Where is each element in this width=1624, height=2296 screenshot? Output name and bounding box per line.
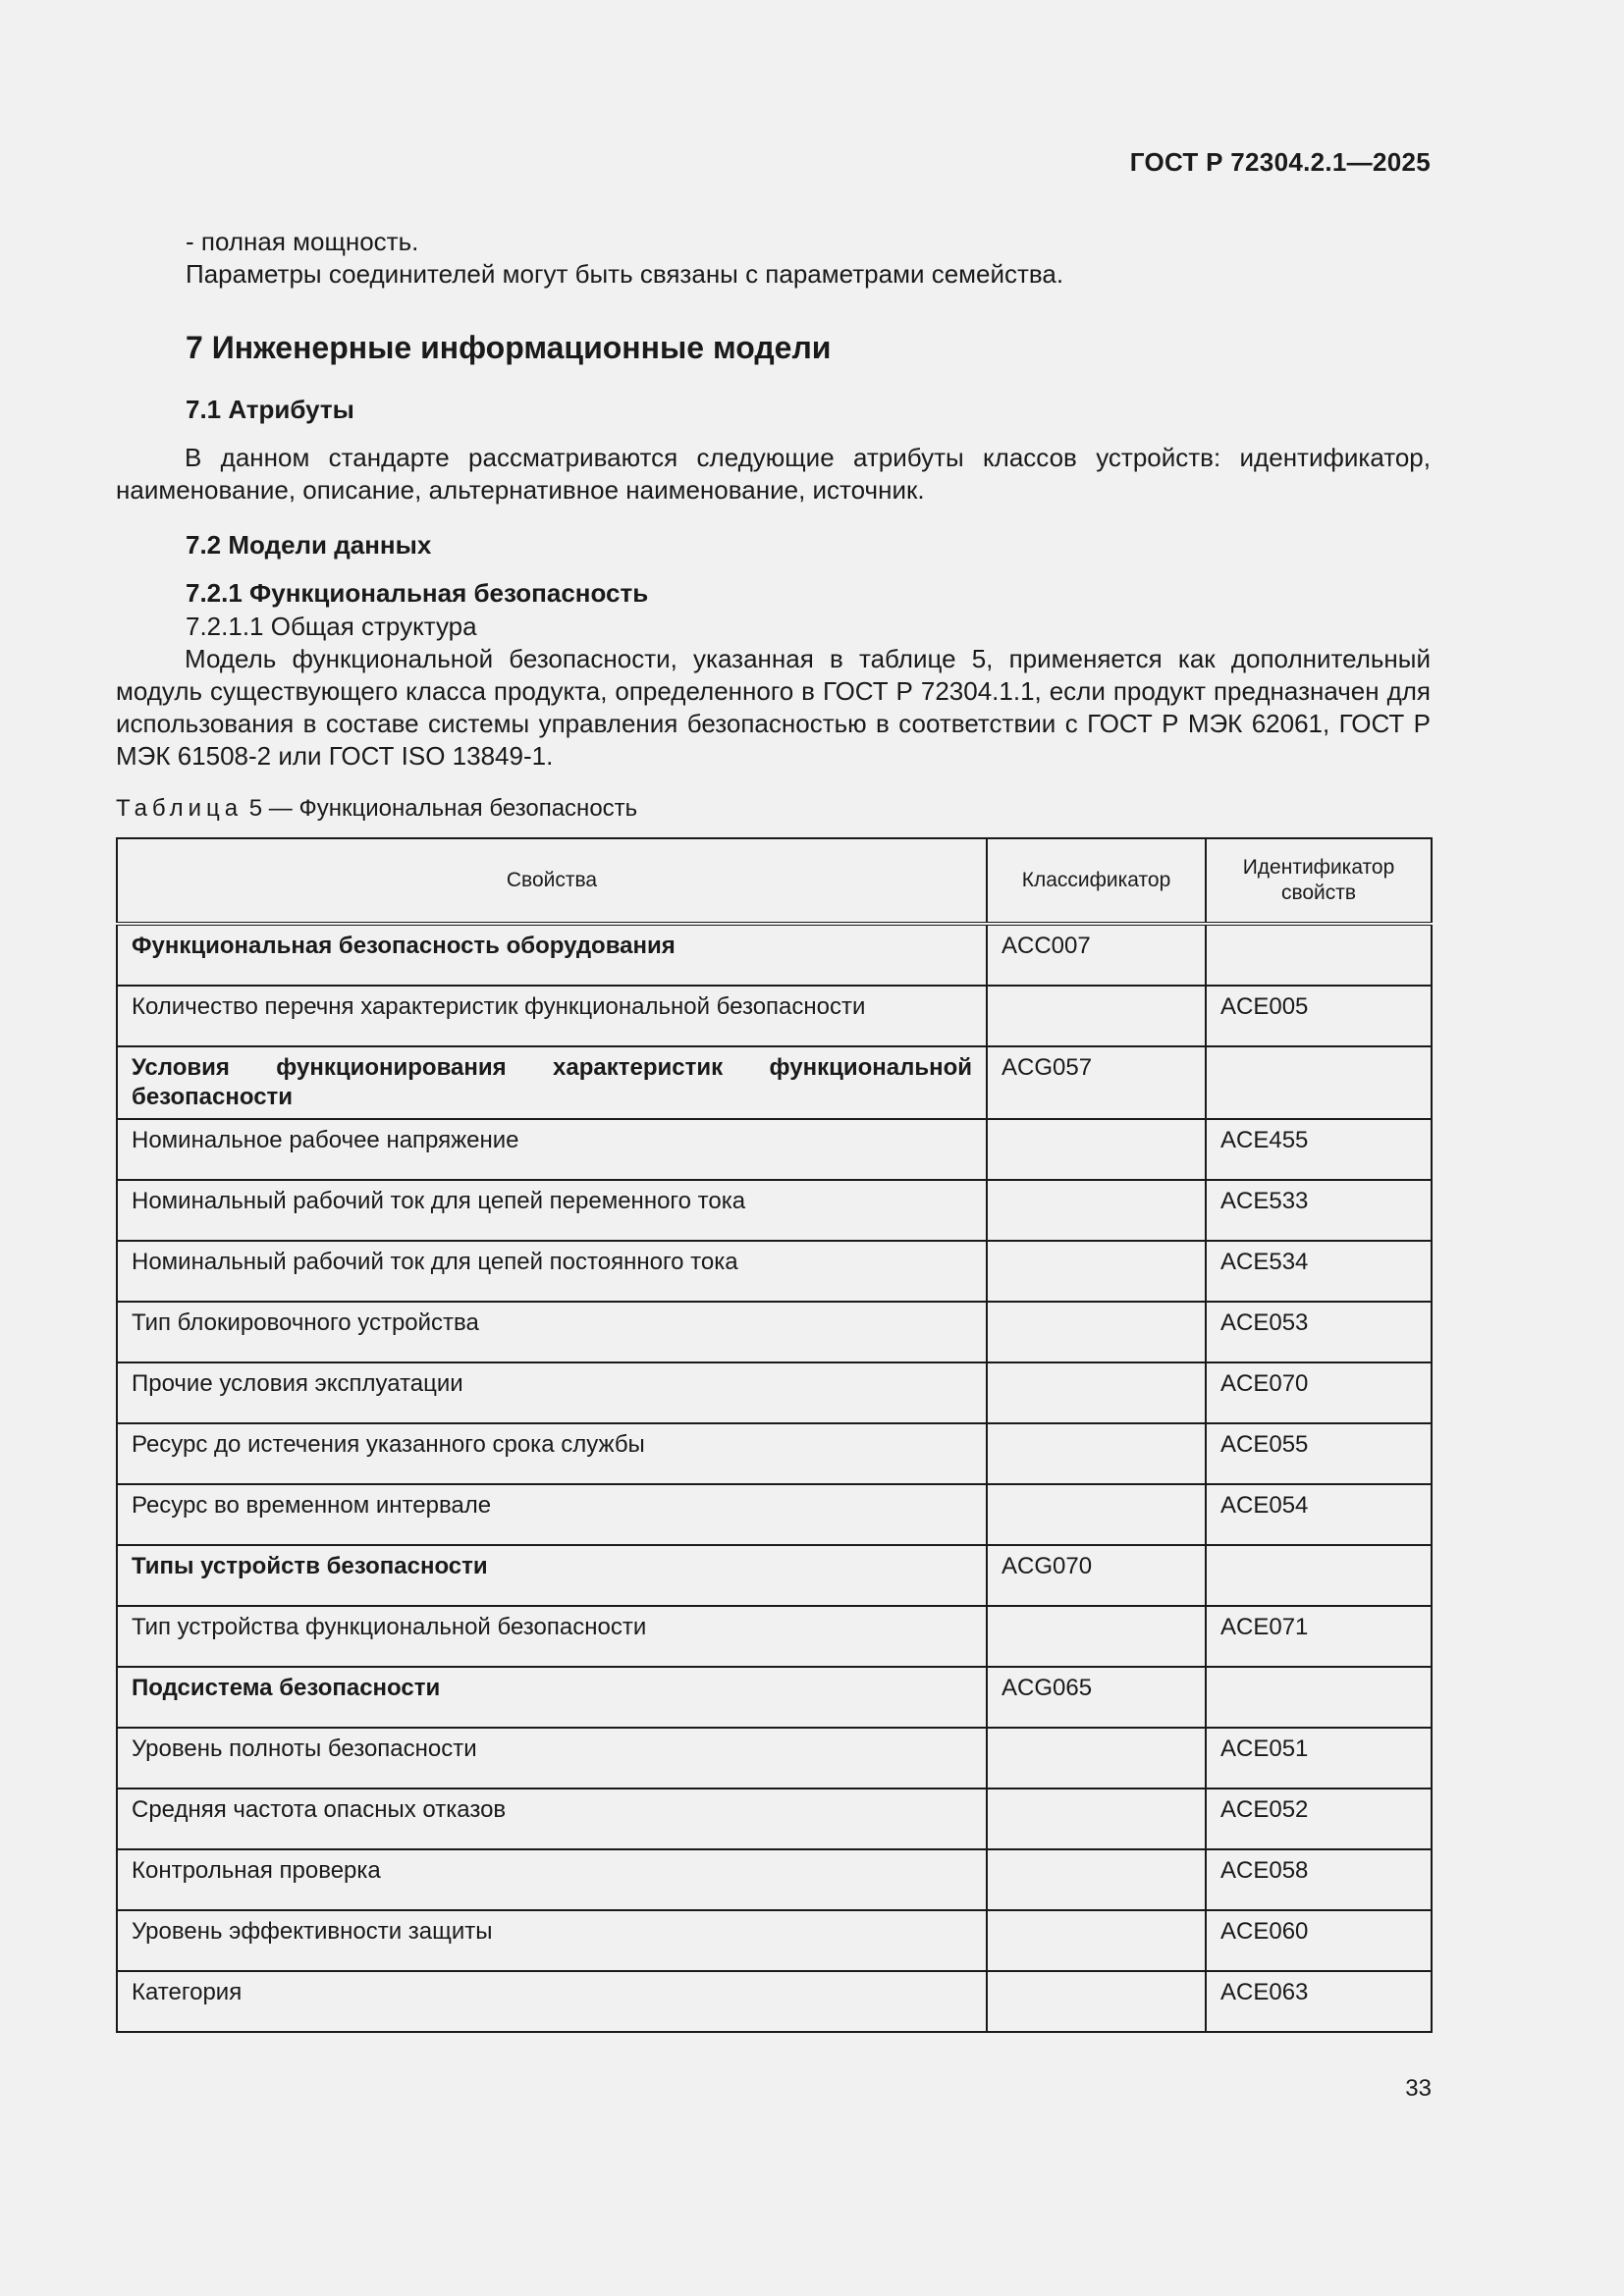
table-row bbox=[117, 1849, 1432, 1910]
table-row bbox=[117, 1728, 1432, 1789]
row-id: ACE053 bbox=[1206, 1302, 1432, 1362]
table-row bbox=[117, 1423, 1432, 1484]
row-id: ACE455 bbox=[1206, 1119, 1432, 1180]
section-7-2-title: 7.2 Модели данных bbox=[186, 530, 432, 560]
row-classifier bbox=[987, 1119, 1206, 1180]
row-id bbox=[1206, 1667, 1432, 1728]
row-id: ACE533 bbox=[1206, 1180, 1432, 1241]
row-classifier: ACG065 bbox=[987, 1667, 1206, 1728]
row-name: Количество перечня характеристик функциональной безопасности bbox=[117, 986, 987, 1046]
row-name: Уровень эффективности защиты bbox=[117, 1910, 987, 1971]
row-name: Функциональная безопасность оборудования bbox=[117, 924, 987, 986]
row-id bbox=[1206, 1545, 1432, 1606]
row-name: Номинальный рабочий ток для цепей переменного тока bbox=[117, 1180, 987, 1241]
row-id bbox=[1206, 924, 1432, 986]
section-7-1-paragraph: В данном стандарте рассматриваются следующие атрибуты классов устройств: идентификатор, наименование, описание, альтернативное наименование, источник. bbox=[116, 443, 1431, 505]
row-id: ACE534 bbox=[1206, 1241, 1432, 1302]
section-7-1-title: 7.1 Атрибуты bbox=[186, 395, 354, 424]
row-name: Условия функционирования характеристик функциональной безопасности bbox=[117, 1046, 987, 1119]
row-classifier bbox=[987, 1849, 1206, 1910]
row-name: Номинальный рабочий ток для цепей постоянного тока bbox=[117, 1241, 987, 1302]
table-row bbox=[117, 1362, 1432, 1423]
header-properties: Свойства bbox=[117, 838, 987, 924]
row-classifier bbox=[987, 1362, 1206, 1423]
row-classifier bbox=[987, 1910, 1206, 1971]
intro-line-2: Параметры соединителей могут быть связаны с параметрами семейства. bbox=[186, 259, 1064, 289]
row-classifier bbox=[987, 1789, 1206, 1849]
row-classifier: ACG070 bbox=[987, 1545, 1206, 1606]
row-name: Номинальное рабочее напряжение bbox=[117, 1119, 987, 1180]
row-name: Ресурс до истечения указанного срока службы bbox=[117, 1423, 987, 1484]
table-caption bbox=[116, 795, 637, 823]
row-name: Типы устройств безопасности bbox=[117, 1545, 987, 1606]
row-classifier bbox=[987, 1728, 1206, 1789]
row-id: ACE070 bbox=[1206, 1362, 1432, 1423]
page-number: 33 bbox=[1405, 2075, 1432, 2102]
table-row bbox=[117, 1667, 1432, 1728]
row-classifier: ACC007 bbox=[987, 924, 1206, 986]
table-row bbox=[117, 1302, 1432, 1362]
table-row bbox=[117, 1789, 1432, 1849]
row-id bbox=[1206, 1046, 1432, 1119]
row-classifier bbox=[987, 1241, 1206, 1302]
row-name: Тип блокировочного устройства bbox=[117, 1302, 987, 1362]
row-classifier bbox=[987, 1423, 1206, 1484]
row-id: ACE055 bbox=[1206, 1423, 1432, 1484]
section-7-title: 7 Инженерные информационные модели bbox=[186, 330, 832, 365]
row-id: ACE005 bbox=[1206, 986, 1432, 1046]
table-row bbox=[117, 1484, 1432, 1545]
functional-safety-table bbox=[116, 837, 1433, 2033]
row-id: ACE063 bbox=[1206, 1971, 1432, 2032]
table-row bbox=[117, 1971, 1432, 2032]
table-row bbox=[117, 1910, 1432, 1971]
table-row bbox=[117, 1046, 1432, 1119]
section-7-2-1-1-paragraph: Модель функциональной безопасности, указанная в таблице 5, применяется как дополнительный модуль существующего класса продукта, определенного в ГОСТ Р 72304.1.1, если продукт предназначен для использования в составе системы управления безопасностью в соответствии с ГОСТ Р МЭК 62061, ГОСТ Р МЭК 61508-2 или ГОСТ ISO 13849-1. bbox=[116, 644, 1431, 771]
header-classifier: Классификатор bbox=[987, 838, 1206, 924]
table-row bbox=[117, 1119, 1432, 1180]
row-name: Средняя частота опасных отказов bbox=[117, 1789, 987, 1849]
row-classifier bbox=[987, 986, 1206, 1046]
row-name: Контрольная проверка bbox=[117, 1849, 987, 1910]
row-name: Подсистема безопасности bbox=[117, 1667, 987, 1728]
table-row bbox=[117, 1180, 1432, 1241]
row-id: ACE060 bbox=[1206, 1910, 1432, 1971]
intro-line-1: - полная мощность. bbox=[186, 227, 419, 256]
row-id: ACE051 bbox=[1206, 1728, 1432, 1789]
table-caption-prefix: Таблица bbox=[116, 795, 244, 822]
row-name: Прочие условия эксплуатации bbox=[117, 1362, 987, 1423]
row-classifier bbox=[987, 1484, 1206, 1545]
row-classifier bbox=[987, 1971, 1206, 2032]
section-7-2-1-title: 7.2.1 Функциональная безопасность bbox=[186, 578, 649, 608]
table-row bbox=[117, 1241, 1432, 1302]
row-name: Категория bbox=[117, 1971, 987, 2032]
section-7-2-1-1-title: 7.2.1.1 Общая структура bbox=[186, 612, 477, 641]
row-id: ACE052 bbox=[1206, 1789, 1432, 1849]
row-name: Ресурс во временном интервале bbox=[117, 1484, 987, 1545]
row-classifier bbox=[987, 1180, 1206, 1241]
row-id: ACE054 bbox=[1206, 1484, 1432, 1545]
row-classifier bbox=[987, 1302, 1206, 1362]
table-header-row bbox=[117, 838, 1432, 924]
table-row bbox=[117, 1606, 1432, 1667]
row-id: ACE058 bbox=[1206, 1849, 1432, 1910]
table-row bbox=[117, 1545, 1432, 1606]
row-name: Уровень полноты безопасности bbox=[117, 1728, 987, 1789]
table-row bbox=[117, 986, 1432, 1046]
row-id: ACE071 bbox=[1206, 1606, 1432, 1667]
header-property-id: Идентификатор свойств bbox=[1206, 838, 1432, 924]
row-name: Тип устройства функциональной безопасности bbox=[117, 1606, 987, 1667]
standard-code-header: ГОСТ Р 72304.2.1—2025 bbox=[1129, 147, 1431, 177]
row-classifier bbox=[987, 1606, 1206, 1667]
row-classifier: ACG057 bbox=[987, 1046, 1206, 1119]
table-caption-title: 5 — Функциональная безопасность bbox=[243, 795, 638, 822]
table-row bbox=[117, 924, 1432, 986]
